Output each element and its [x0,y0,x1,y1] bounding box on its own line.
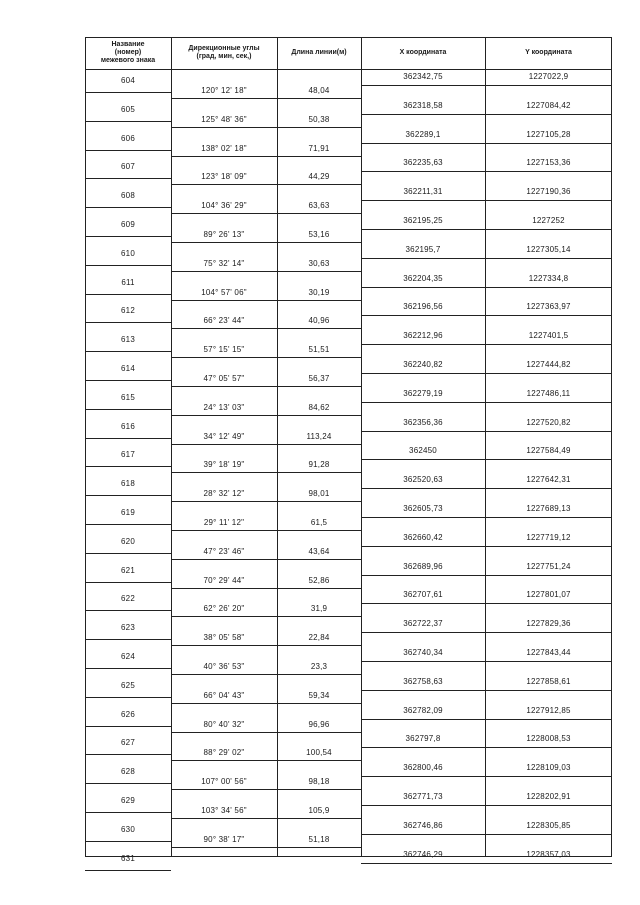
table-vline [361,37,362,857]
x-coordinate: 362797,8 [405,734,441,744]
point-name: 630 [121,824,135,834]
direction-angle: 80° 40' 32" [203,719,245,729]
x-coordinate: 362342,75 [403,72,443,81]
table-hline [361,315,612,316]
table-hline [361,834,612,835]
point-name: 613 [121,335,135,345]
table-hline [85,726,171,727]
y-coordinate: 1227022,9 [528,72,569,81]
y-coordinate: 1227689,13 [526,504,571,513]
table-hline [85,783,171,784]
point-name: 614 [121,364,135,373]
line-length: 23,3 [310,662,328,671]
point-name: 620 [121,536,135,546]
header-length: Длина линии(м) [291,49,347,57]
x-coordinate: 362740,34 [403,648,443,657]
point-name: 607 [121,162,135,172]
table-hline [85,841,171,842]
y-coordinate: 1227105,28 [526,129,571,139]
table-hline [361,546,612,547]
table-hline [85,582,171,583]
table-vline [277,37,278,857]
x-coordinate: 362204,35 [403,273,443,283]
table-hline [361,344,612,345]
table-hline [85,265,171,266]
direction-angle: 66° 04' 43" [203,690,245,700]
direction-angle: 89° 26' 13" [203,230,245,239]
x-coordinate: 362318,58 [403,100,443,110]
table-vline [85,37,86,857]
x-coordinate: 362771,73 [403,792,443,801]
table-hline [85,409,171,410]
x-coordinate: 362746,29 [403,849,443,859]
table-hline [171,357,361,358]
direction-angle: 120° 12' 18" [201,86,247,95]
table-hline [85,466,171,467]
y-coordinate: 1227153,36 [526,158,571,168]
line-length: 113,24 [306,431,332,441]
table-hline [361,488,612,489]
direction-angle: 104° 36' 29" [201,201,247,211]
x-coordinate: 362196,56 [403,302,443,312]
direction-angle: 104° 57' 06" [201,287,247,297]
direction-angle: 88° 29' 02" [203,748,245,758]
direction-angle: 70° 29' 44" [203,575,245,585]
table-hline [171,127,361,128]
table-vline [611,37,612,857]
table-hline [171,789,361,790]
y-coordinate: 1227486,11 [526,388,571,398]
table-hline [361,287,612,288]
table-hline [171,386,361,387]
table-hline [171,818,361,819]
table-hline [361,229,612,230]
table-hline [361,747,612,748]
table-hline [85,380,171,381]
x-coordinate: 362195,25 [403,216,443,225]
x-coordinate: 362211,31 [403,187,443,197]
table-hline [361,863,612,864]
direction-angle: 24° 13' 03" [203,402,245,412]
point-name: 631 [121,853,135,863]
table-hline [171,760,361,761]
table-hline [171,847,361,848]
point-name: 618 [121,479,135,489]
table-hline [85,524,171,525]
table-hline [85,207,171,208]
line-length: 43,64 [308,546,330,556]
line-length: 30,19 [308,287,330,297]
line-length: 98,18 [308,777,330,787]
line-length: 40,96 [308,316,330,326]
table-hline [171,645,361,646]
y-coordinate: 1227084,42 [526,100,571,110]
table-hline [85,150,171,151]
x-coordinate: 362707,61 [403,590,443,600]
table-hline [171,732,361,733]
table-hline [361,200,612,201]
table-hline [361,575,612,576]
point-name: 619 [121,508,135,517]
point-name: 622 [121,594,135,604]
table-hline [171,588,361,589]
header-x: X координата [399,49,447,57]
x-coordinate: 362240,82 [403,360,443,369]
y-coordinate: 1227719,12 [526,532,571,542]
point-name: 605 [121,104,135,114]
direction-angle: 28° 32' 12" [203,489,245,499]
table-hline [85,856,612,857]
line-length: 48,04 [308,86,330,95]
table-hline [85,322,171,323]
table-hline [85,668,171,669]
y-coordinate: 1227190,36 [526,187,571,197]
table-hline [171,674,361,675]
direction-angle: 39° 18' 19" [203,460,245,470]
line-length: 84,62 [308,402,330,412]
point-name: 627 [121,738,135,748]
x-coordinate: 362758,63 [403,676,443,686]
line-length: 63,63 [308,201,330,211]
table-hline [171,271,361,272]
line-length: 71,91 [308,143,330,153]
line-length: 96,96 [308,719,330,729]
point-name: 608 [121,191,135,201]
direction-angle: 38° 05' 58" [203,633,245,643]
y-coordinate: 1227584,49 [526,446,571,456]
x-coordinate: 362520,63 [403,475,443,485]
direction-angle: 107° 00' 56" [201,777,247,787]
point-name: 621 [121,565,135,575]
line-length: 53,16 [308,230,330,239]
x-coordinate: 362782,09 [403,705,443,715]
table-hline [171,703,361,704]
y-coordinate: 1228357,03 [526,849,571,859]
direction-angle: 29° 11' 12" [203,518,245,527]
direction-angle: 57° 15' 15" [203,345,245,355]
line-length: 105,9 [308,806,330,815]
y-coordinate: 1227252 [532,216,565,225]
line-length: 51,51 [308,345,330,355]
y-coordinate: 1227520,82 [526,417,571,427]
line-length: 52,86 [308,575,330,585]
point-name: 615 [121,392,135,402]
x-coordinate: 362800,46 [403,763,443,773]
line-length: 51,18 [308,834,330,844]
table-hline [85,69,612,70]
table-hline [85,697,171,698]
direction-angle: 90° 38' 17" [203,834,245,844]
y-coordinate: 1228109,03 [526,763,571,773]
y-coordinate: 1227305,14 [526,244,571,254]
table-hline [361,114,612,115]
point-name: 624 [121,652,135,661]
table-hline [361,603,612,604]
x-coordinate: 362212,96 [403,331,443,341]
table-hline [171,184,361,185]
direction-angle: 138° 02' 18" [201,143,247,153]
point-name: 606 [121,133,135,143]
point-name: 616 [121,421,135,431]
line-length: 100,54 [306,748,332,758]
table-hline [361,431,612,432]
direction-angle: 47° 23' 46" [203,546,245,556]
y-coordinate: 1227829,36 [526,619,571,629]
table-hline [85,870,171,871]
table-hline [85,754,171,755]
table-hline [171,530,361,531]
header-name: Название (номер) межевого знака [100,41,156,64]
direction-angle: 103° 34' 56" [201,806,247,815]
point-name: 612 [121,306,135,316]
direction-angle: 75° 32' 14" [203,258,245,268]
point-name: 611 [121,277,135,287]
point-name: 623 [121,623,135,633]
table-hline [171,98,361,99]
table-hline [361,805,612,806]
line-length: 31,9 [310,604,328,614]
header-angle: Дирекционные углы (град, мин, сек,) [188,45,260,60]
direction-angle: 62° 26' 20" [203,604,245,614]
line-length: 61,5 [310,518,328,527]
x-coordinate: 362289,1 [405,129,441,139]
y-coordinate: 1227751,24 [526,561,571,571]
table-hline [85,37,612,38]
x-coordinate: 362235,63 [403,158,443,168]
table-hline [361,776,612,777]
table-hline [171,472,361,473]
y-coordinate: 1228202,91 [526,792,571,801]
table-hline [171,156,361,157]
y-coordinate: 1227444,82 [526,360,571,369]
table-hline [361,459,612,460]
table-hline [171,213,361,214]
y-coordinate: 1227642,31 [526,475,571,485]
table-hline [171,415,361,416]
direction-angle: 40° 36' 53" [203,662,245,671]
table-hline [361,373,612,374]
direction-angle: 125° 48' 36" [201,114,247,124]
table-hline [85,236,171,237]
point-name: 617 [121,450,135,460]
table-hline [171,501,361,502]
table-hline [361,719,612,720]
table-hline [85,639,171,640]
table-hline [85,294,171,295]
table-hline [361,85,612,86]
table-hline [85,812,171,813]
y-coordinate: 1228305,85 [526,820,571,830]
table-hline [171,616,361,617]
x-coordinate: 362195,7 [405,244,441,254]
table-hline [85,438,171,439]
header-y: Y координата [525,49,572,57]
x-coordinate: 362722,37 [403,619,443,629]
y-coordinate: 1227843,44 [526,648,571,657]
y-coordinate: 1227858,61 [526,676,571,686]
x-coordinate: 362660,42 [403,532,443,542]
y-coordinate: 1227363,97 [526,302,571,312]
point-name: 609 [121,220,135,229]
table-hline [361,171,612,172]
line-length: 91,28 [308,460,330,470]
point-name: 604 [121,76,135,85]
line-length: 98,01 [308,489,330,499]
coordinates-table [85,37,612,863]
table-hline [85,610,171,611]
x-coordinate: 362450 [409,446,437,456]
x-coordinate: 362356,36 [403,417,443,427]
line-length: 56,37 [308,374,330,383]
line-length: 50,38 [308,114,330,124]
table-hline [361,632,612,633]
point-name: 626 [121,709,135,719]
table-hline [171,559,361,560]
x-coordinate: 362746,86 [403,820,443,830]
table-hline [171,300,361,301]
table-hline [171,328,361,329]
line-length: 44,29 [308,172,330,182]
table-hline [361,143,612,144]
table-hline [171,242,361,243]
table-vline [171,37,172,857]
direction-angle: 34° 12' 49" [203,431,245,441]
point-name: 625 [121,680,135,690]
point-name: 629 [121,796,135,805]
point-name: 628 [121,767,135,777]
direction-angle: 47° 05' 57" [203,374,245,383]
table-hline [361,402,612,403]
table-hline [361,690,612,691]
table-hline [85,121,171,122]
y-coordinate: 1227801,07 [526,590,571,600]
table-hline [361,258,612,259]
table-hline [85,553,171,554]
line-length: 22,84 [308,633,330,643]
y-coordinate: 1227401,5 [528,331,569,341]
point-name: 610 [121,248,135,258]
table-hline [361,661,612,662]
x-coordinate: 362689,96 [403,561,443,571]
x-coordinate: 362605,73 [403,504,443,513]
table-hline [85,92,171,93]
y-coordinate: 1227912,85 [526,705,571,715]
table-hline [85,495,171,496]
y-coordinate: 1227334,8 [528,273,569,283]
line-length: 59,34 [308,690,330,700]
direction-angle: 66° 23' 44" [203,316,245,326]
direction-angle: 123° 18' 09" [201,172,247,182]
line-length: 30,63 [308,258,330,268]
table-hline [85,178,171,179]
x-coordinate: 362279,19 [403,388,443,398]
y-coordinate: 1228008,53 [526,734,571,744]
table-vline [485,37,486,857]
table-hline [171,444,361,445]
table-hline [85,351,171,352]
table-hline [361,517,612,518]
